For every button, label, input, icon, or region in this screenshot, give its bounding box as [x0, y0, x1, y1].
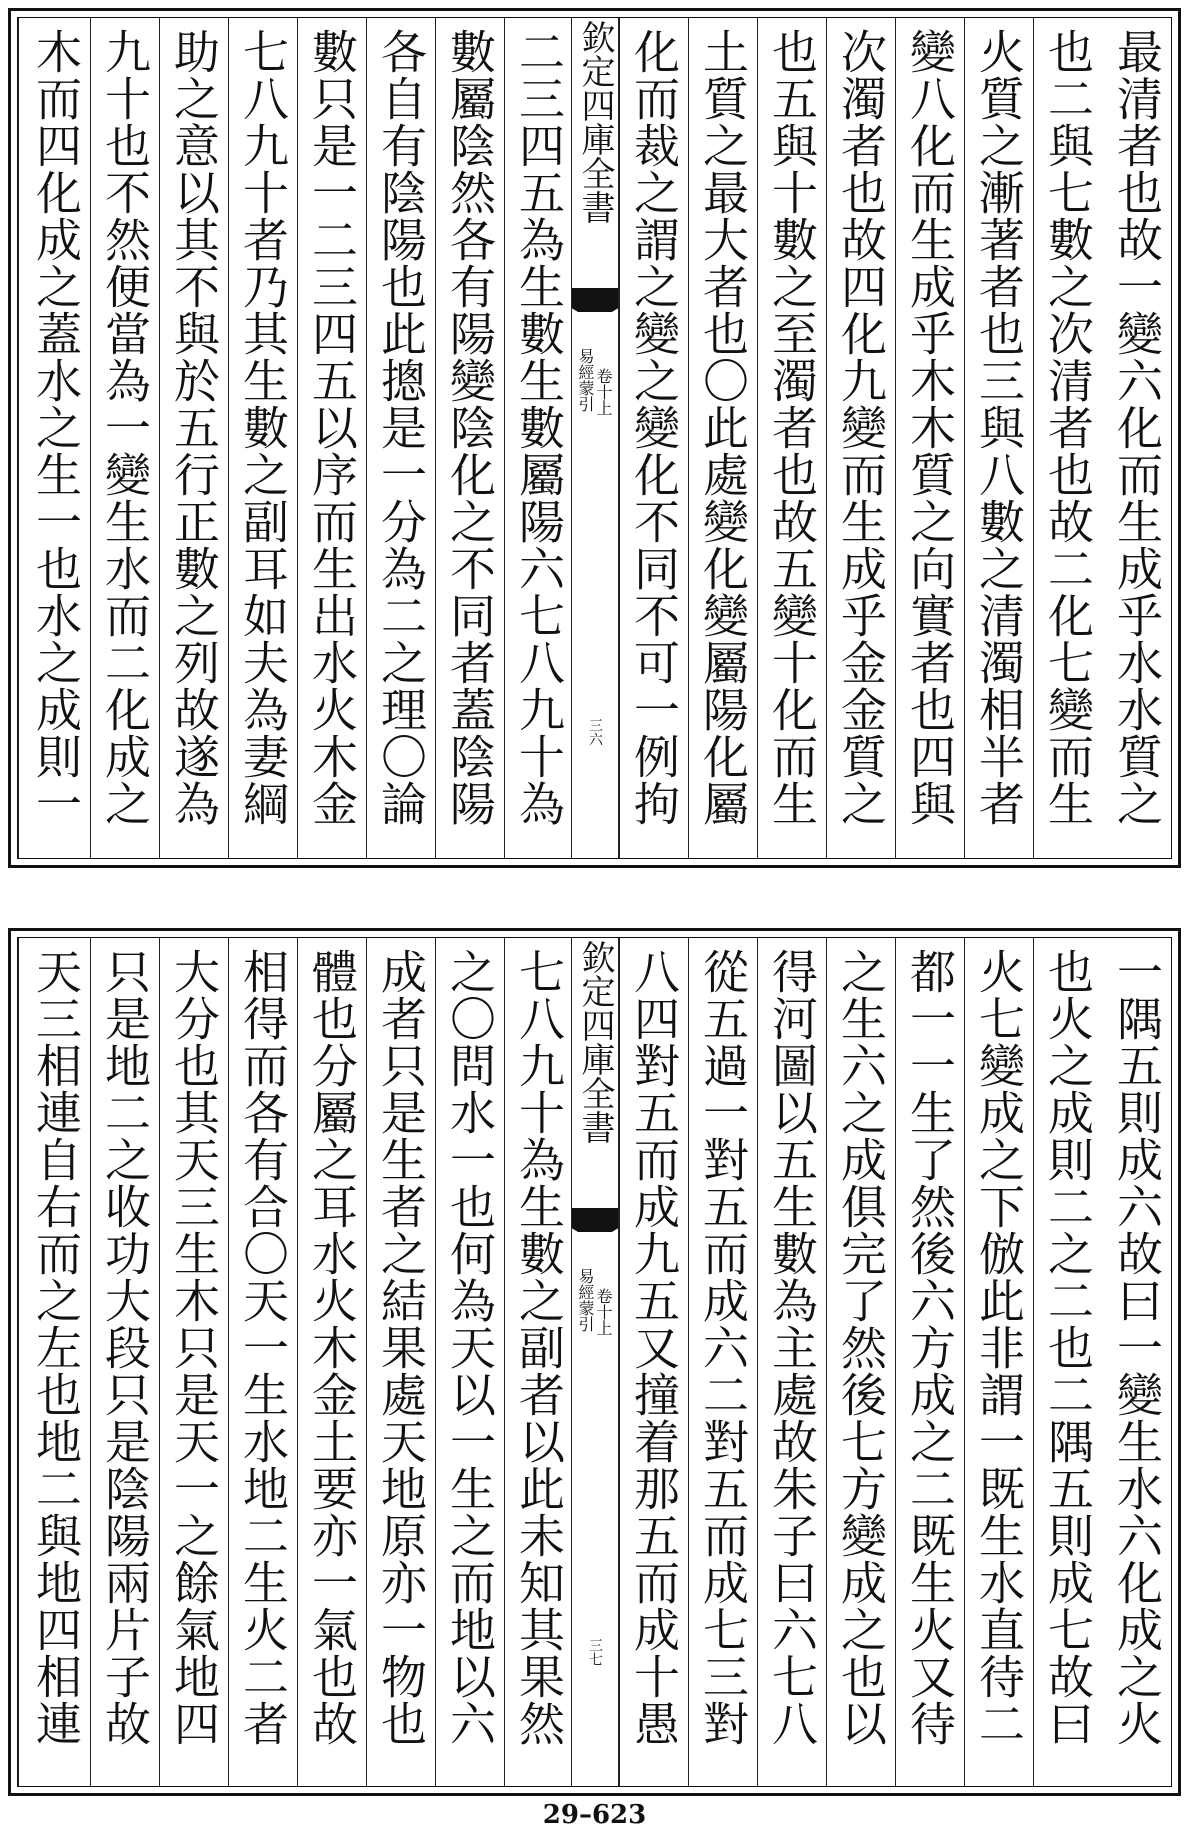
- text-column: 助之意以其不與於五行正數之列故遂為: [159, 18, 228, 858]
- text-column: 天三相連自右而之左也地二與地四相連: [18, 938, 90, 1786]
- text-column: 火質之漸著者也三與八數之清濁相半者: [964, 18, 1033, 858]
- text-column: 數只是一二三四五以序而生出水火木金: [297, 18, 366, 858]
- page-number: 三七: [587, 1638, 603, 1666]
- volume-label: 卷十上: [594, 1288, 613, 1336]
- text-column: 九十也不然便當為一變生水而二化成之: [90, 18, 159, 858]
- text-column: 火七變成之下倣此非謂一既生水直待二: [964, 938, 1033, 1786]
- text-column: 之生六之成俱完了然後七方變成之也以: [826, 938, 895, 1786]
- page-footer-number: 29–623: [542, 1800, 647, 1830]
- text-column: 成者只是生者之結果處天地原亦一物也: [366, 938, 435, 1786]
- text-column: 木而四化成之蓋水之生一也水之成則一: [18, 18, 90, 858]
- text-column: 從五過一對五而成六二對五而成七三對: [688, 938, 757, 1786]
- center-fold-strip: [571, 938, 619, 1786]
- text-column: 也二與七數之次清者也故二化七變而生: [1033, 18, 1102, 858]
- book-title: 欽定四庫全書: [575, 20, 615, 224]
- text-column: 一隅五則成六故曰一變生水六化成之火: [1110, 948, 1164, 1747]
- text-column: 變八化而生成乎木木質之向實者也四與: [895, 18, 964, 858]
- text-column: 次濁者也故四化九變而生成乎金金質之: [826, 18, 895, 858]
- bottom-page-inner-border: [17, 937, 1172, 1787]
- fish-tail-mark-inner-icon: [575, 312, 615, 326]
- volume-label: 卷十上: [594, 368, 613, 416]
- text-column: 各自有陰陽也此摠是一分為二之理〇論: [366, 18, 435, 858]
- text-column: 數屬陰然各有陽變陰化之不同者蓋陰陽: [435, 18, 504, 858]
- text-column: 最清者也故一變六化而生成乎水水質之: [1110, 28, 1164, 827]
- top-page-inner-border: [17, 17, 1172, 859]
- text-column: 大分也其天三生木只是天一之餘氣地四: [159, 938, 228, 1786]
- text-column: 都一一生了然後六方成之二既生火又待: [895, 938, 964, 1786]
- text-column: 相得而各有合〇天一生水地二生火二者: [228, 938, 297, 1786]
- text-column: 也火之成則二之二也二隅五則成七故曰: [1033, 938, 1102, 1786]
- fish-tail-mark-inner-icon: [575, 1232, 615, 1246]
- center-fold-strip: [571, 18, 619, 858]
- text-column: 也五與十數之至濁者也故五變十化而生: [757, 18, 826, 858]
- text-column: 七八九十為生數之副者以此未知其果然: [504, 938, 573, 1786]
- text-column: 體也分屬之耳水火木金土要亦一氣也故: [297, 938, 366, 1786]
- text-column: 得河圖以五生數為主處故朱子曰六七八: [757, 938, 826, 1786]
- top-page-frame: [8, 8, 1181, 868]
- book-title: 欽定四庫全書: [575, 940, 615, 1144]
- text-column: 七八九十者乃其生數之副耳如夫為妻綱: [228, 18, 297, 858]
- text-column: 化而裁之謂之變之變化不同不可一例拘: [619, 18, 688, 858]
- text-column: 之〇問水一也何為天以一生之而地以六: [435, 938, 504, 1786]
- work-title: 易經蒙引: [576, 1268, 595, 1332]
- text-column: 只是地二之收功大段只是陰陽兩片子故: [90, 938, 159, 1786]
- text-column: 二三四五為生數生數屬陽六七八九十為: [504, 18, 573, 858]
- text-column: 八四對五而成九五又撞着那五而成十愚: [619, 938, 688, 1786]
- bottom-page-frame: [8, 928, 1181, 1796]
- text-column: 土質之最大者也〇此處變化變屬陽化屬: [688, 18, 757, 858]
- work-title: 易經蒙引: [576, 348, 595, 412]
- page-number: 三六: [587, 718, 603, 746]
